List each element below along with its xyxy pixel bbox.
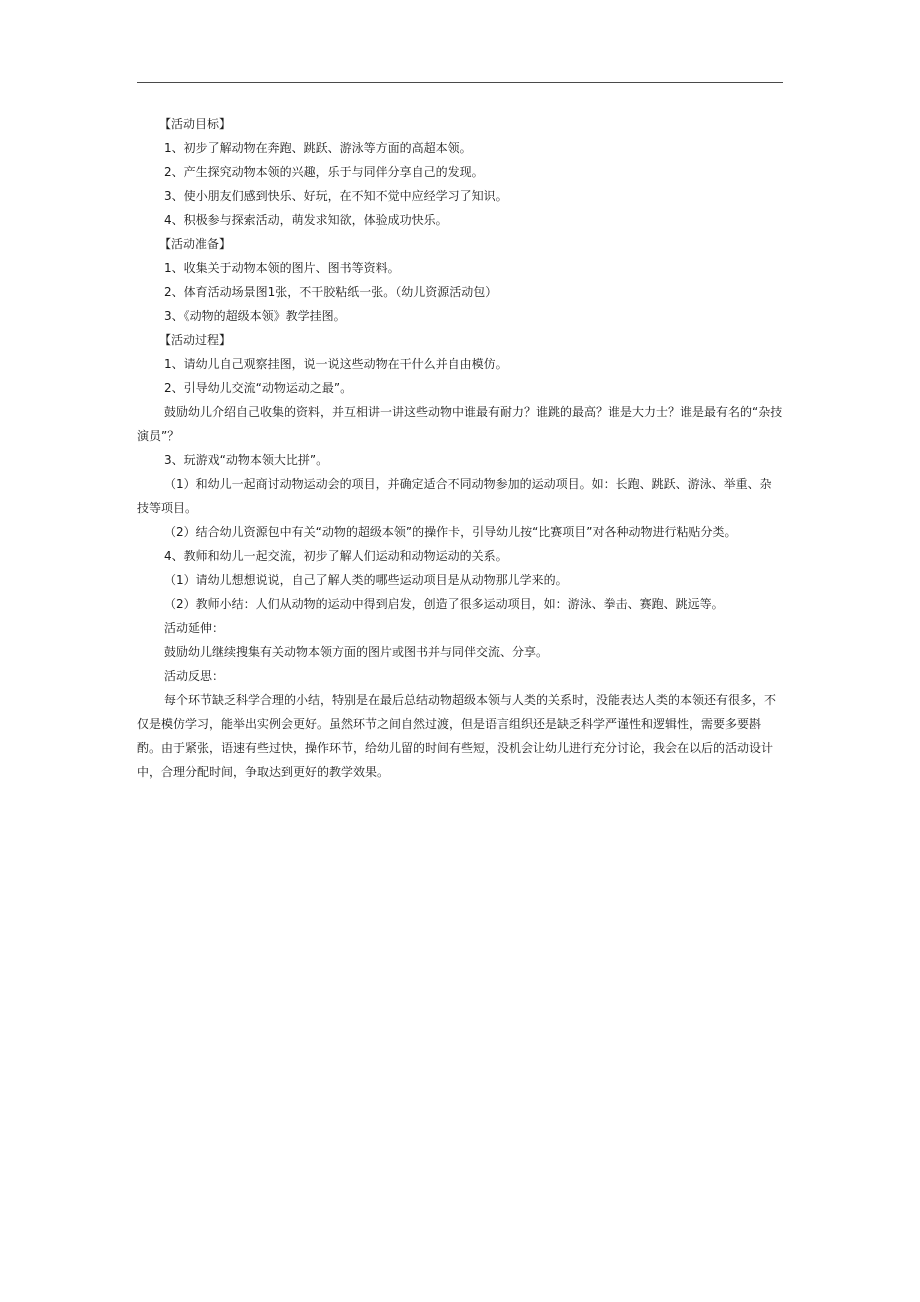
paragraph: （2）结合幼儿资源包中有关“动物的超级本领”的操作卡，引导幼儿按“比赛项目”对各种动物进行粘贴分类。 (164, 525, 737, 539)
paragraph: 2、体育活动场景图1张，不干胶粘纸一张。（幼儿资源活动包） (164, 285, 498, 299)
paragraph: 活动反思： (164, 669, 225, 683)
document-body (137, 112, 783, 784)
paragraph: 鼓励幼儿介绍自己收集的资料，并互相讲一讲这些动物中谁最有耐力？谁跳的最高？谁是大力士？谁是最有名的“杂技演员”？ (137, 405, 783, 443)
header-rule (137, 82, 783, 83)
paragraph: 1、初步了解动物在奔跑、跳跃、游泳等方面的高超本领。 (164, 141, 472, 155)
paragraph: 每个环节缺乏科学合理的小结，特别是在最后总结动物超级本领与人类的关系时，没能表达人类的本领还有很多，不仅是模仿学习，能举出实例会更好。虽然环节之间自然过渡，但是语言组织还是缺乏科学严谨性和逻辑性，需要多要斟酌。由于紧张，语速有些过快，操作环节，给幼儿留的时间有些短，没机会让幼儿进行充分讨论，我会在以后的活动设计中，合理分配时间，争取达到更好的教学效果。 (137, 693, 777, 779)
paragraph: 3、《动物的超级本领》教学挂图。 (164, 309, 346, 323)
paragraph: 1、请幼儿自己观察挂图，说一说这些动物在干什么并自由模仿。 (164, 357, 508, 371)
paragraph: 3、使小朋友们感到快乐、好玩，在不知不觉中应经学习了知识。 (164, 189, 508, 203)
section-heading-preparation: 【活动准备】 (159, 237, 232, 251)
paragraph: （1）和幼儿一起商讨动物运动会的项目，并确定适合不同动物参加的运动项目。如：长跑、跳跃、游泳、举重、杂技等项目。 (137, 477, 772, 515)
section-heading-process: 【活动过程】 (159, 333, 232, 347)
paragraph: 2、产生探究动物本领的兴趣，乐于与同伴分享自己的发现。 (164, 165, 484, 179)
paragraph: （2）教师小结：人们从动物的运动中得到启发，创造了很多运动项目，如：游泳、拳击、赛跑、跳远等。 (164, 597, 724, 611)
paragraph: 4、积极参与探索活动，萌发求知欲，体验成功快乐。 (164, 213, 448, 227)
paragraph: 活动延伸： (164, 621, 225, 635)
paragraph: 4、教师和幼儿一起交流，初步了解人们运动和动物运动的关系。 (164, 549, 508, 563)
paragraph: 1、收集关于动物本领的图片、图书等资料。 (164, 261, 400, 275)
paragraph: 3、玩游戏“动物本领大比拼”。 (164, 453, 329, 467)
paragraph: 2、引导幼儿交流“动物运动之最”。 (164, 381, 353, 395)
paragraph: 鼓励幼儿继续搜集有关动物本领方面的图片或图书并与同伴交流、分享。 (164, 645, 549, 659)
paragraph: （1）请幼儿想想说说，自己了解人类的哪些运动项目是从动物那儿学来的。 (164, 573, 568, 587)
section-heading-goals: 【活动目标】 (159, 117, 232, 131)
